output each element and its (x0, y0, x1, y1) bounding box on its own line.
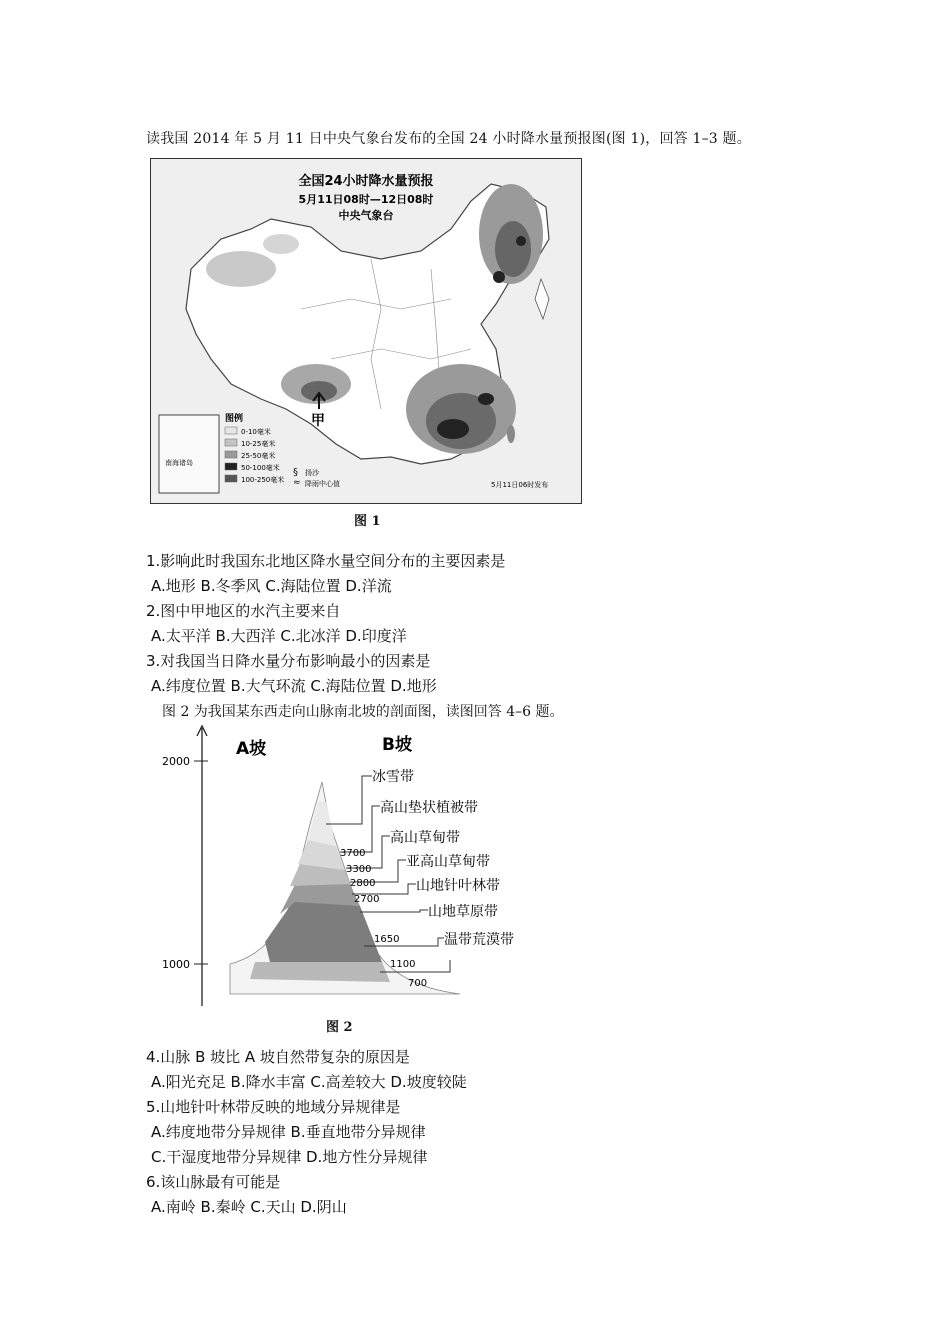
question-2-stem: 2.图中甲地区的水汽主要来自 (146, 602, 341, 620)
question-3-options: A.纬度位置 B.大气环流 C.海陆位置 D.地形 (151, 677, 437, 695)
legend-item-1: 10-25毫米 (241, 440, 276, 448)
svg-text:≈: ≈ (293, 478, 301, 488)
map-point-label: 甲 (311, 413, 325, 429)
elevation-label: 2800 (350, 878, 376, 889)
elevation-label: 3700 (340, 848, 366, 859)
fig2-caption: 图 2 (326, 1020, 353, 1035)
question-4-options: A.阳光充足 B.降水丰富 C.高差较大 D.坡度较陡 (151, 1073, 467, 1091)
belt-label: 冰雪带 (372, 769, 414, 785)
y-tick-label: 2000 (162, 755, 190, 768)
belt-label: 山地草原带 (428, 904, 498, 920)
fig1-caption: 图 1 (354, 514, 381, 529)
question-1-stem: 1.影响此时我国东北地区降水量空间分布的主要因素是 (146, 552, 506, 570)
map-time: 5月11日08时—12日08时 (298, 193, 434, 206)
slope-b-label: B坡 (382, 735, 412, 755)
legend-title: 图例 (225, 414, 244, 424)
question-2-options: A.太平洋 B.大西洋 C.北冰洋 D.印度洋 (151, 627, 407, 645)
svg-text:§: § (293, 467, 298, 478)
question-1-options: A.地形 B.冬季风 C.海陆位置 D.洋流 (151, 577, 392, 595)
precipitation-map (150, 158, 582, 504)
mountain-profile-graphic (150, 724, 540, 1014)
question-5-options-line2: C.干湿度地带分异规律 D.地方性分异规律 (151, 1148, 428, 1166)
mountain-profile-figure (150, 724, 540, 1014)
legend-item-0: 0-10毫米 (241, 428, 271, 436)
legend-symbol-sand: 扬沙 (305, 469, 319, 477)
legend-symbol-center: 降雨中心值 (305, 480, 340, 488)
elevation-label: 700 (408, 978, 428, 989)
elevation-label: 2700 (354, 894, 380, 905)
legend-item-4: 100-250毫米 (241, 476, 285, 484)
legend-item-2: 25-50毫米 (241, 452, 276, 460)
question-3-stem: 3.对我国当日降水量分布影响最小的因素是 (146, 652, 431, 670)
belt-label: 温带荒漠带 (444, 932, 514, 948)
map-issued: 5月11日06时发布 (491, 481, 549, 489)
belt-label: 亚高山草甸带 (406, 854, 490, 870)
question-5-stem: 5.山地针叶林带反映的地域分异规律是 (146, 1098, 401, 1116)
elevation-label: 1100 (390, 959, 416, 970)
elevation-label: 3300 (346, 864, 372, 875)
intro-text-1: 读我国 2014 年 5 月 11 日中央气象台发布的全国 24 小时降水量预报图(图 1)，回答 1–3 题。 (146, 131, 751, 147)
map-title: 全国24小时降水量预报 (298, 174, 434, 189)
question-5-options-line1: A.纬度地带分异规律 B.垂直地带分异规律 (151, 1123, 426, 1141)
elevation-label: 1650 (374, 934, 400, 945)
belt-label: 山地针叶林带 (416, 878, 500, 894)
intro-text-2: 图 2 为我国某东西走向山脉南北坡的剖面图，读图回答 4–6 题。 (162, 704, 564, 720)
question-6-options: A.南岭 B.秦岭 C.天山 D.阴山 (151, 1198, 347, 1216)
map-agency: 中央气象台 (338, 209, 394, 222)
legend-item-3: 50-100毫米 (241, 464, 280, 472)
belt-label: 高山垫状植被带 (380, 800, 478, 816)
map-graphic (151, 159, 581, 503)
question-4-stem: 4.山脉 B 坡比 A 坡自然带复杂的原因是 (146, 1048, 410, 1066)
question-6-stem: 6.该山脉最有可能是 (146, 1173, 281, 1191)
belt-label: 高山草甸带 (390, 830, 460, 846)
y-tick-label: 1000 (162, 958, 190, 971)
map-inset-label: 南海诸岛 (165, 459, 193, 467)
south-sea-inset (159, 415, 219, 493)
slope-a-label: A坡 (236, 739, 267, 759)
